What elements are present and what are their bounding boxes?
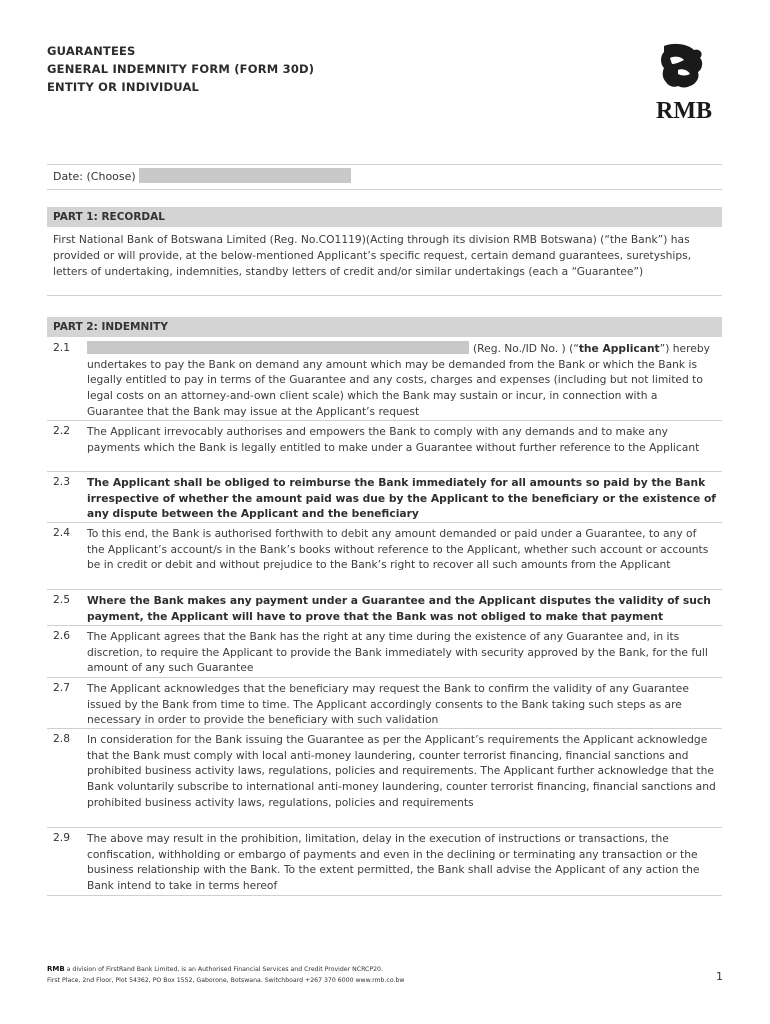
clause-2-5 <box>47 590 722 626</box>
clause-text: The Applicant acknowledges that the beneficiary may request the Bank to confirm the validity of any Guarantee issued by the Bank from time to time. The Applicant accordingly consents to the Bank taking such steps as are necessary in order to provide the beneficiary with such validation <box>87 682 689 727</box>
clause-2-1-applicant-term: the Applicant <box>578 342 660 355</box>
clause-text: The above may result in the prohibition, limitation, delay in the execution of instructions or transactions, the confiscation, withholding or embargo of payments and even in the declining or terminating any transaction or the business relationship with the Bank. To the extent permitted, the Bank shall advise the Applicant of any action the Bank intend to take in terms hereof <box>87 832 700 893</box>
clause-text: The Applicant agrees that the Bank has the right at any time during the existence of any Guarantee and, in its discretion, to require the Applicant to provide the Bank immediately with security approved by the Bank, for the full amount of any such Guarantee <box>87 630 708 675</box>
clause-number: 2.7 <box>53 681 70 694</box>
clause-number: 2.8 <box>53 732 70 745</box>
clause-2-2 <box>47 421 722 472</box>
doc-title-form: GENERAL INDEMNITY FORM (FORM 30D) <box>47 62 315 76</box>
rmb-lion-logo <box>644 42 724 122</box>
clause-number: 2.5 <box>53 593 70 606</box>
footer-brand: RMB <box>47 965 65 973</box>
clause-2-4 <box>47 523 722 590</box>
part1-divider <box>47 295 722 296</box>
clause-2-7 <box>47 678 722 729</box>
clause-number: 2.4 <box>53 526 70 539</box>
clause-text: To this end, the Bank is authorised forthwith to debit any amount demanded or paid under a Guarantee, to any of the Applicant’s account/s in the Bank’s books without reference to the Applicant, whether such account or accounts be in credit or debit and without prejudice to the Bank’s right to recover all such amounts from the Applicant <box>87 527 709 572</box>
part2-heading <box>47 317 722 337</box>
clause-number: 2.6 <box>53 629 70 642</box>
clause-2-3 <box>47 472 722 523</box>
clause-number: 2.9 <box>53 831 70 844</box>
part2-heading-label: PART 2: INDEMNITY <box>53 321 168 333</box>
clause-2-6 <box>47 626 722 678</box>
part1-heading-label: PART 1: RECORDAL <box>53 211 165 223</box>
rmb-logo-text: RMB <box>656 98 712 122</box>
date-row <box>47 164 722 190</box>
clause-2-8 <box>47 729 722 828</box>
footer-line-2: First Place, 2nd Floor, Plot 54362, PO Box 1552, Gaborone, Botswana. Switchboard +267 370 6000 www.rmb.co.bw <box>47 977 405 984</box>
clause-number: 2.2 <box>53 424 70 437</box>
clause-text: The Applicant irrevocably authorises and empowers the Bank to comply with any demands and to make any payments which the Bank is legally entitled to make under a Guarantee without further reference to the Applicant <box>87 425 700 454</box>
footer <box>47 964 404 986</box>
clause-2-9 <box>47 828 722 896</box>
doc-title-guarantees: GUARANTEES <box>47 44 136 58</box>
doc-title-entity: ENTITY OR INDIVIDUAL <box>47 80 200 94</box>
clause-number: 2.1 <box>53 341 70 354</box>
footer-line-1 <box>47 964 404 975</box>
footer-disclaimer: a division of FirstRand Bank Limited, is an Authorised Financial Services and Credit Provider NCRCP20. <box>64 966 383 973</box>
applicant-name-field[interactable] <box>87 341 469 354</box>
clause-text: The Applicant shall be obliged to reimburse the Bank immediately for all amounts so paid by the Bank irrespective of whether the amount paid was due by the Applicant to the beneficiary or the existence of any dispute between the Applicant and the beneficiary <box>87 476 716 521</box>
clause-2-1-pre: (Reg. No./ID No. ) (“ <box>473 342 579 355</box>
clause-number: 2.3 <box>53 475 70 488</box>
clause-text: Where the Bank makes any payment under a Guarantee and the Applicant disputes the validity of such payment, the Applicant will have to prove that the Bank was not obliged to make that payment <box>87 594 711 623</box>
clause-text: In consideration for the Bank issuing the Guarantee as per the Applicant’s requirements the Applicant acknowledge that the Bank must comply with local anti-money laundering, counter terrorist financing, financial sanctions and prohibited business activity laws, regulations, policies and requirements. The Applicant further acknowledge that the Bank voluntarily subscribe to international anti-money laundering, counter terrorist financing, financial sanctions and prohibited business activity laws, regulations, policies and requirements <box>87 733 716 809</box>
date-label: Date: (Choose) <box>53 170 136 183</box>
part1-heading <box>47 207 722 227</box>
clause-2-1 <box>47 338 722 421</box>
page-number: 1 <box>716 970 723 983</box>
part1-recordal-text: First National Bank of Botswana Limited (Reg. No.CO1119)(Acting through its division RMB Botswana) (“the Bank”) has provided or will provide, at the below-mentioned Applicant’s specific request, certain demand guarantees, suretyships, letters of undertaking, indemnities, standby letters of credit and/or similar undertakings (each a “Guarantee”) <box>53 233 692 278</box>
clause-2-1-post: ”) hereby undertakes to pay the Bank on demand any amount which may be demanded from the Bank or which the Bank is legally entitled to pay in terms of the Guarantee and any costs, charges and expenses (including but not limited to legal costs on an attorney-and-own client scale) which the Bank may sustain or incur, in connection with a Guarantee that the Bank may issue at the Applicant’s request <box>87 342 710 418</box>
date-field[interactable] <box>139 168 351 183</box>
clause-text <box>87 338 717 420</box>
